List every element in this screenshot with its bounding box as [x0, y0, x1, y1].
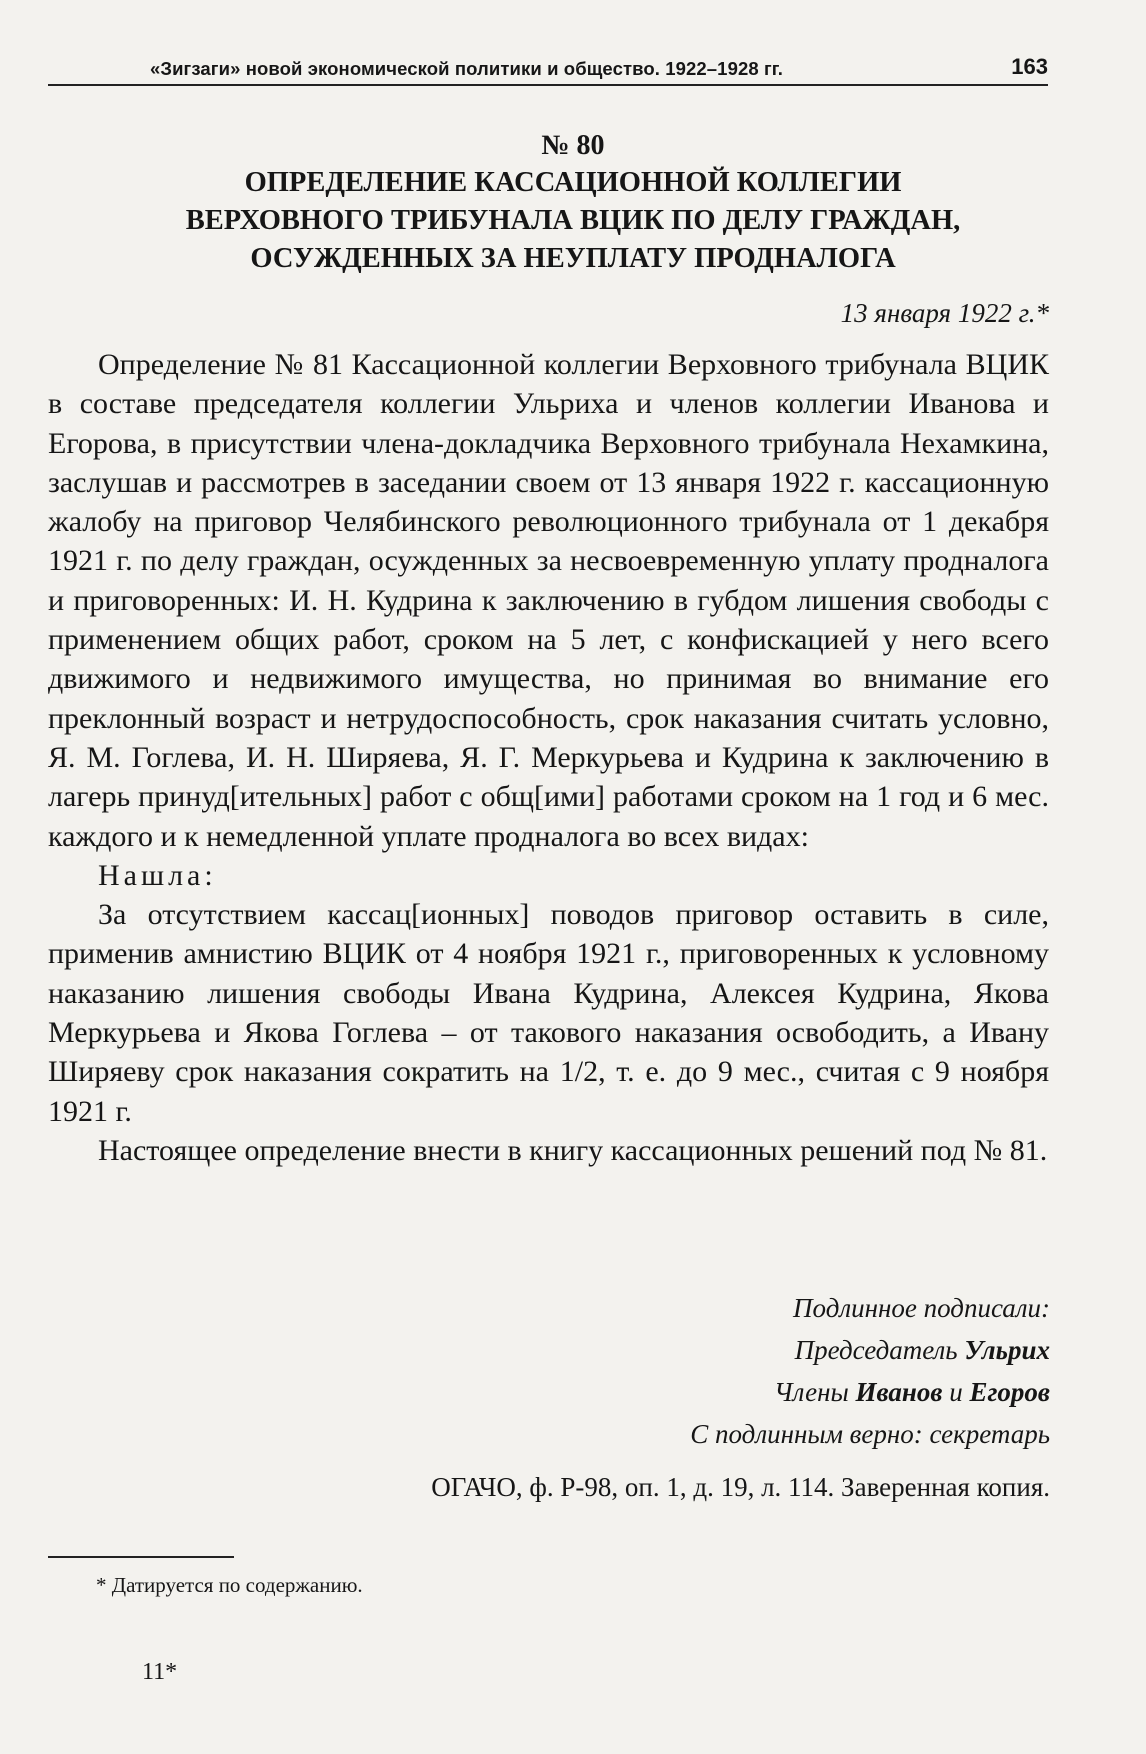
members-signature [690, 1371, 1050, 1413]
paragraph-decision: За отсутствием кассац[ионных] поводов приговор оставить в силе, применив амнистию ВЦИК от 4 ноября 1921 г., приговоренных к условному наказанию лишения свободы Ивана Кудрина, Алексея Кудрина, Якова Меркурьева и Якова Гоглева – от такового наказания освободить, а Ивану Ширяеву срок наказания сократить на 1/2, т. е. до 9 мес., считая с 9 ноября 1921 г. [48, 898, 1049, 1128]
paragraph-determination: Определение № 81 Кассационной коллегии Верховного трибунала ВЦИК в составе председателя коллегии Ульриха и членов коллегии Иванова и Егорова, в присутствии члена-докладчика Верховного трибунала Нехамкина, заслушав и рассмотрев в заседании своем от 13 января 1922 г. кассационную жалобу на приговор Челябинского революционного трибунала от 1 декабря 1921 г. по делу граждан, осужденных за несвоевременную уплату продналога и приговоренных: И. Н. Кудрина к заключению в губдом лишения свободы с применением общих работ, сроком на 5 лет, с конфискацией у него всего движимого и недвижимого имущества, но принимая во внимание его преклонный возраст и нетрудоспособность, срок наказания считать условно, Я. М. Гоглева, И. Н. Ширяева, Я. Г. Меркурьева и Кудрина к заключению в лагерь принуд[ительных] работ с общ[ими] работами сроком на 1 год и 6 мес. каждого и к немедленной уплате продналога во всех видах: [48, 348, 1049, 853]
page-number: 163 [1011, 54, 1048, 79]
body-text [48, 345, 1049, 1170]
title-line: ВЕРХОВНОГО ТРИБУНАЛА ВЦИК ПО ДЕЛУ ГРАЖДАН, [185, 205, 961, 236]
running-header [48, 54, 1048, 84]
member-name: Егоров [969, 1377, 1050, 1407]
paragraph-found: Нашла: [98, 858, 217, 892]
chair-signature [690, 1329, 1050, 1371]
members-role: Члены [774, 1377, 849, 1407]
document-title [80, 164, 1066, 278]
chair-name: Ульрих [964, 1335, 1050, 1365]
document-date: 13 января 1922 г.* [840, 298, 1049, 328]
title-line: ОПРЕДЕЛЕНИЕ КАССАЦИОННОЙ КОЛЛЕГИИ [244, 167, 902, 198]
signatures-block [690, 1287, 1050, 1455]
member-name: Иванов [855, 1377, 943, 1407]
footnote-rule [48, 1556, 234, 1558]
title-line: ОСУЖДЕННЫХ ЗА НЕУПЛАТУ ПРОДНАЛОГА [250, 243, 896, 274]
paragraph-record: Настоящее определение внести в книгу кассационных решений под № 81. [98, 1133, 1048, 1167]
document-number: № 80 [541, 130, 605, 161]
signature-mark: 11* [142, 1659, 178, 1685]
header-rule [48, 84, 1048, 86]
conjunction: и [949, 1377, 963, 1407]
archive-reference: ОГАЧО, ф. Р-98, оп. 1, д. 19, л. 114. Заверенная копия. [431, 1472, 1050, 1502]
chair-role: Председатель [794, 1335, 958, 1365]
signed-label: Подлинное подписали: [793, 1293, 1050, 1323]
footnote: * Датируется по содержанию. [96, 1573, 363, 1597]
certified-copy: С подлинным верно: секретарь [690, 1419, 1050, 1449]
running-title: «Зигзаги» новой экономической политики и общество. 1922–1928 гг. [150, 58, 783, 79]
